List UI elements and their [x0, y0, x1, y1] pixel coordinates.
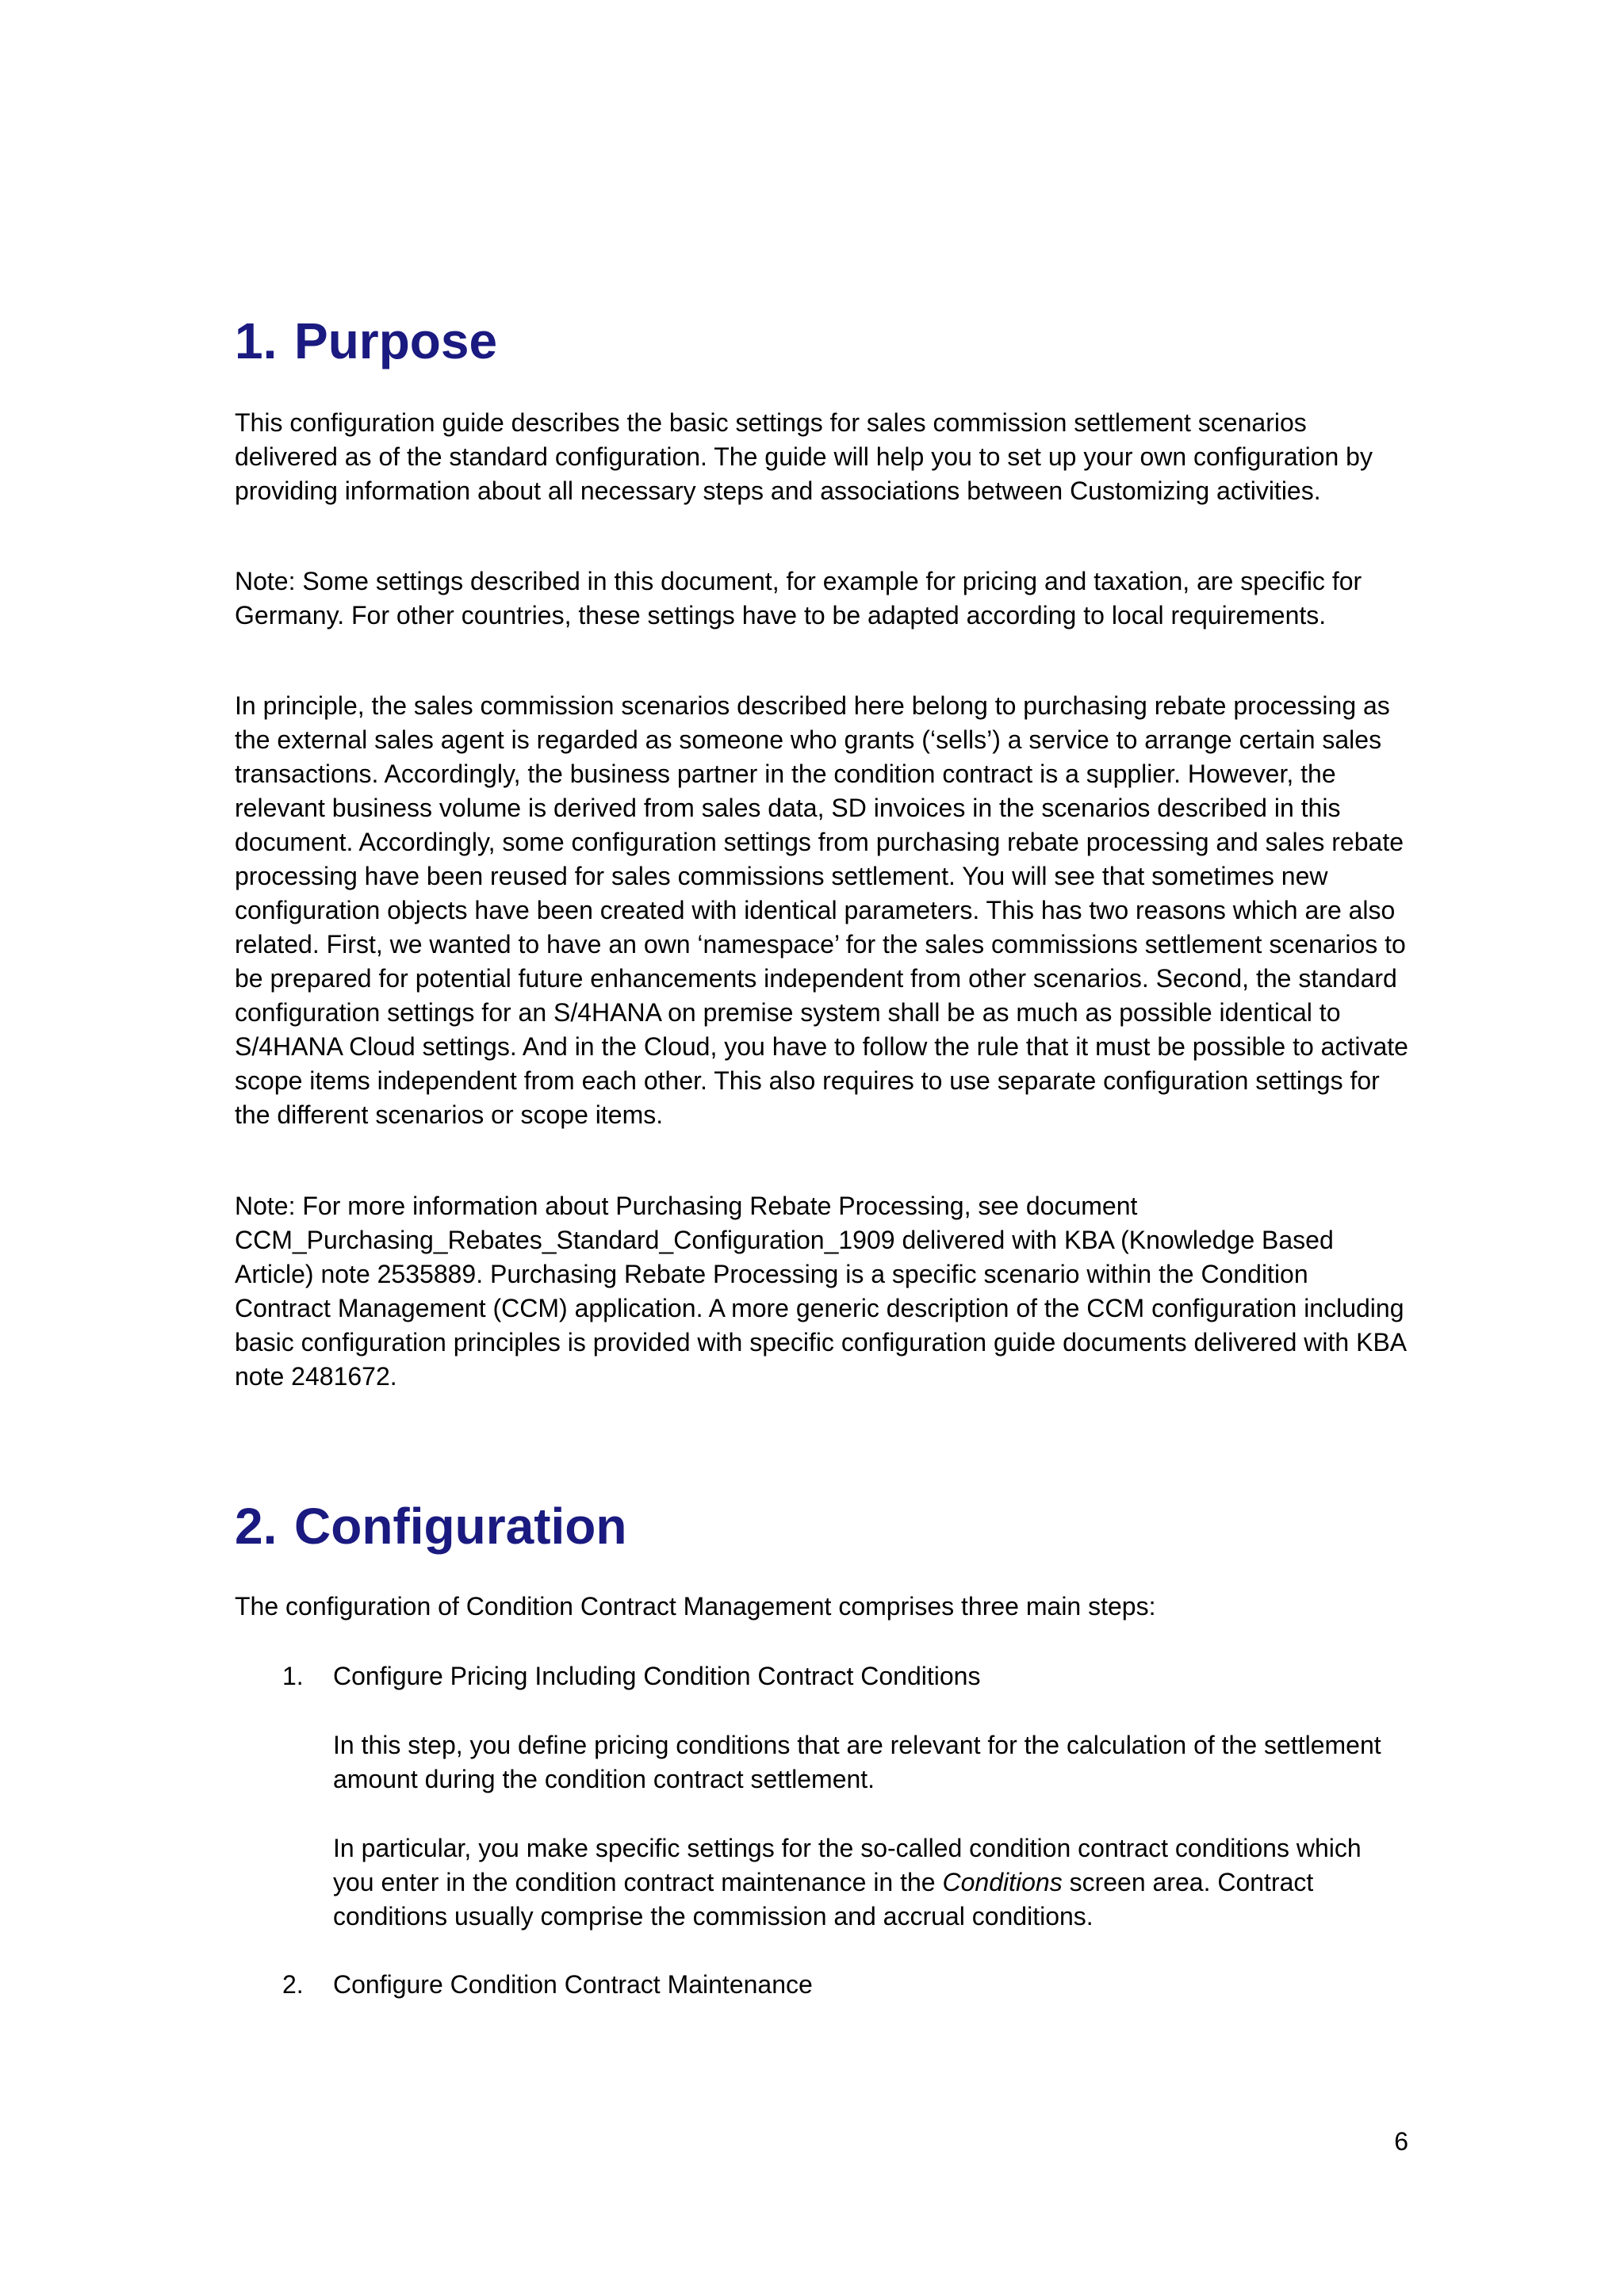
list-item-title: Configure Pricing Including Condition Contract Conditions [333, 1662, 981, 1690]
purpose-paragraph-note-germany: Note: Some settings described in this document, for example for pricing and taxation, are specific for Germany. For other countries, these settings have to be adapted according to local requirements. [235, 567, 1362, 629]
list-item-title: Configure Condition Contract Maintenance [333, 1970, 813, 1999]
list-item-description [333, 1831, 1408, 1934]
section-number: 2. [235, 1498, 278, 1555]
page-number: 6 [1394, 2127, 1408, 2156]
purpose-paragraph-note-ccm: Note: For more information about Purchasing Rebate Processing, see document CCM_Purchasing_Rebates_Standard_Configuration_1909 delivered with KBA (Knowledge Based Article) note 2535889. Purchasing Rebate Processing is a specific scenario within the Condition Contract Management (CCM) application. A more generic description of the CCM configuration including basic configuration principles is provided with specific configuration guide documents delivered with KBA note 2481672. [235, 1192, 1406, 1391]
description-text: screen area. Contract conditions usually comprise the commission and accrual conditions. [333, 1868, 1314, 1931]
section-number: 1. [235, 312, 278, 369]
section-heading-configuration [235, 1498, 627, 1555]
purpose-paragraph-intro: This configuration guide describes the basic settings for sales commission settlement scenarios delivered as of the standard configuration. The guide will help you to set up your own configuration by providing information about all necessary steps and associations between Customizing activities. [235, 408, 1373, 505]
list-item-number: 2. [282, 1970, 304, 1999]
description-emphasis: Conditions [942, 1868, 1063, 1896]
list-item-number: 1. [282, 1662, 304, 1690]
description-text: In particular, you make specific settings for the so-called condition contract conditions which you enter in the condition contract maintenance in the [333, 1834, 1362, 1896]
section-heading-purpose [235, 312, 498, 369]
section-title: Purpose [294, 312, 498, 369]
configuration-intro: The configuration of Condition Contract Management comprises three main steps: [235, 1592, 1156, 1621]
section-title: Configuration [294, 1498, 627, 1555]
purpose-paragraph-principle: In principle, the sales commission scenarios described here belong to purchasing rebate processing as the external sales agent is regarded as someone who grants (‘sells’) a service to arrange certain sales transactions. Accordingly, the business partner in the condition contract is a supplier. However, the relevant business volume is derived from sales data, SD invoices in the scenarios described in this document. Accordingly, some configuration settings from purchasing rebate processing and sales rebate processing have been reused for sales commissions settlement. You will see that sometimes new configuration objects have been created with identical parameters. This has two reasons which are also related. First, we wanted to have an own ‘namespace’ for the sales commissions settlement scenarios to be prepared for potential future enhancements independent from other scenarios. Second, the standard configuration settings for an S/4HANA on premise system shall be as much as possible identical to S/4HANA Cloud settings. And in the Cloud, you have to follow the rule that it must be possible to activate scope items independent from each other. This also requires to use separate configuration settings for the different scenarios or scope items. [235, 691, 1408, 1129]
list-item-description: In this step, you define pricing conditions that are relevant for the calculation of the settlement amount during the condition contract settlement. [333, 1731, 1381, 1793]
